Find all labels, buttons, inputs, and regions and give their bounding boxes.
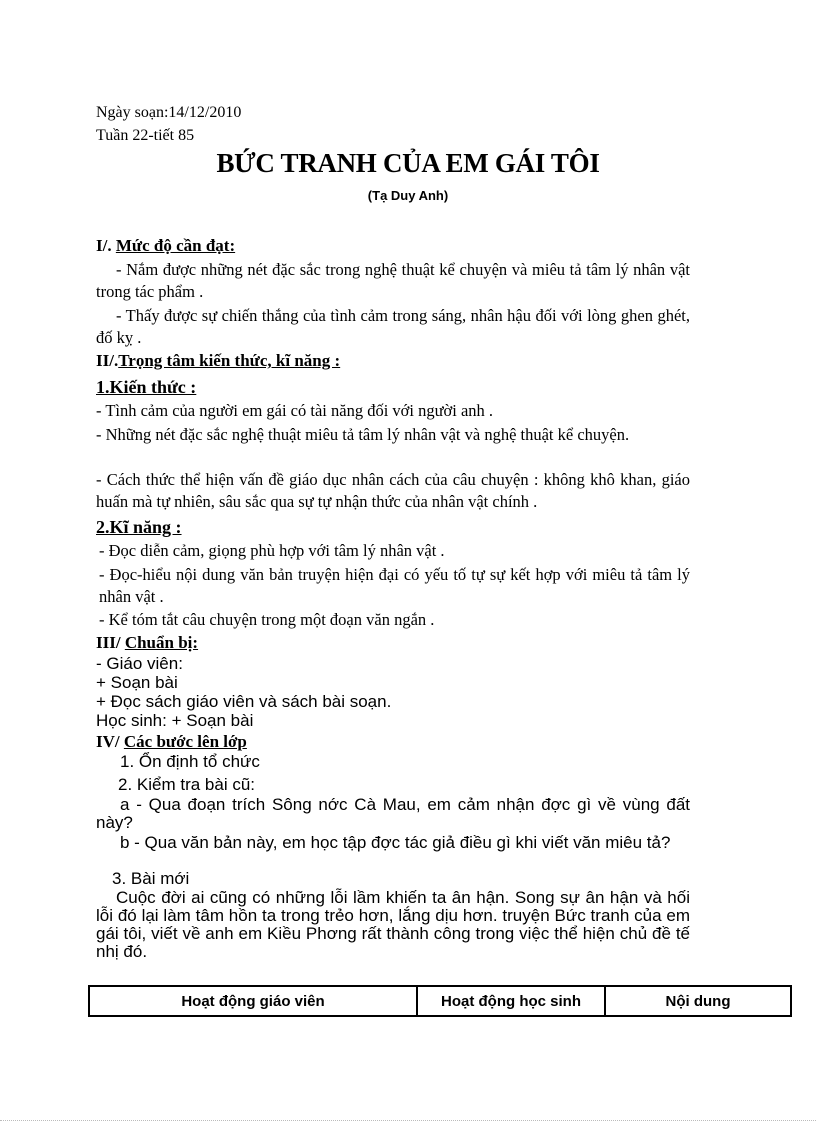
- skills-item-2: - Đọc-hiểu nội dung văn bản truyện hiện đại có yếu tố tự sự kết hợp với miêu tả tâm lý nhân vật .: [99, 565, 690, 606]
- section-3-heading: [96, 633, 198, 653]
- skills-heading: 2.Kĩ năng :: [96, 517, 182, 537]
- step-3: 3. Bài mới: [112, 869, 190, 888]
- question-a: a - Qua đoạn trích Sông nớc Cà Mau, em cảm nhận đợc gì về vùng đất này?: [96, 795, 690, 832]
- section-1-paragraph-1: - Nắm được những nét đặc sắc trong nghệ thuật kể chuyện và miêu tả tâm lý nhân vật trong tác phẩm .: [96, 260, 690, 301]
- knowledge-item-1: - Tình cảm của người em gái có tài năng đối với người anh .: [96, 401, 494, 420]
- header-content: Nội dung: [604, 987, 790, 1015]
- section-4-title: Các bước lên lớp: [123, 732, 247, 751]
- table-header-row: [90, 987, 790, 1015]
- header-student-activity: Hoạt động học sinh: [416, 987, 604, 1015]
- section-2-title: Trọng tâm kiến thức, kĩ năng :: [118, 351, 341, 370]
- week-line: Tuần 22-tiết 85: [96, 127, 195, 144]
- prep-teacher-lesson: + Soạn bài: [96, 673, 178, 692]
- author-line: (Tạ Duy Anh): [367, 188, 449, 203]
- question-b: b - Qua văn bản này, em học tập đợc tác giả điều gì khi viết văn miêu tả?: [120, 833, 671, 852]
- header-teacher-activity: Hoạt động giáo viên: [181, 992, 325, 1010]
- section-4-heading: [96, 732, 247, 752]
- document-title: BỨC TRANH CỦA EM GÁI TÔI: [216, 148, 600, 178]
- section-2-number: II/.: [96, 351, 119, 370]
- section-4-number: IV/: [96, 732, 120, 751]
- date-line: Ngày soạn:14/12/2010: [96, 104, 242, 121]
- section-1-heading: [96, 236, 235, 256]
- section-3-title: Chuẩn bị:: [124, 633, 199, 652]
- prep-student: Học sinh: + Soạn bài: [96, 711, 254, 730]
- prep-teacher: - Giáo viên:: [96, 654, 183, 673]
- knowledge-item-3: - Cách thức thể hiện vấn đề giáo dục nhân cách của câu chuyện : không khô khan, giáo huấn mà tự nhiên, sâu sắc qua sự tự nhận thức của nhân vật chính .: [96, 470, 690, 511]
- knowledge-item-2: - Những nét đặc sắc nghệ thuật miêu tả tâm lý nhân vật và nghệ thuật kể chuyện.: [96, 425, 630, 444]
- step-1: 1. Ổn định tổ chức: [120, 752, 260, 771]
- section-1-title: Mức độ cần đạt:: [115, 236, 236, 255]
- skills-item-3: - Kể tóm tắt câu chuyện trong một đoạn văn ngắn .: [99, 610, 435, 629]
- section-1-number: I/.: [96, 236, 112, 255]
- activity-table: [88, 985, 792, 1017]
- lesson-introduction: Cuộc đời ai cũng có những lỗi lầm khiến ta ân hận. Song sự ân hận và hối lỗi đó lại làm tâm hồn ta trong trẻo hơn, lắng dịu hơn. truyện Bức tranh của em gái tôi, viết về anh em Kiều Phơng rất thành công trong việc thể hiện chủ đề tế nhị đó.: [96, 888, 690, 961]
- prep-teacher-books: + Đọc sách giáo viên và sách bài soạn.: [96, 692, 392, 711]
- knowledge-heading: 1.Kiến thức :: [96, 377, 197, 397]
- step-2: 2. Kiểm tra bài cũ:: [118, 775, 256, 794]
- section-2-heading: [96, 351, 340, 371]
- page-edge-divider: [0, 1120, 816, 1121]
- skills-item-1: - Đọc diễn cảm, giọng phù hợp với tâm lý nhân vật .: [99, 541, 445, 560]
- section-1-paragraph-2: - Thấy được sự chiến thắng của tình cảm trong sáng, nhân hậu đối với lòng ghen ghét, đố kỵ .: [96, 306, 690, 347]
- section-3-number: III/: [96, 633, 121, 652]
